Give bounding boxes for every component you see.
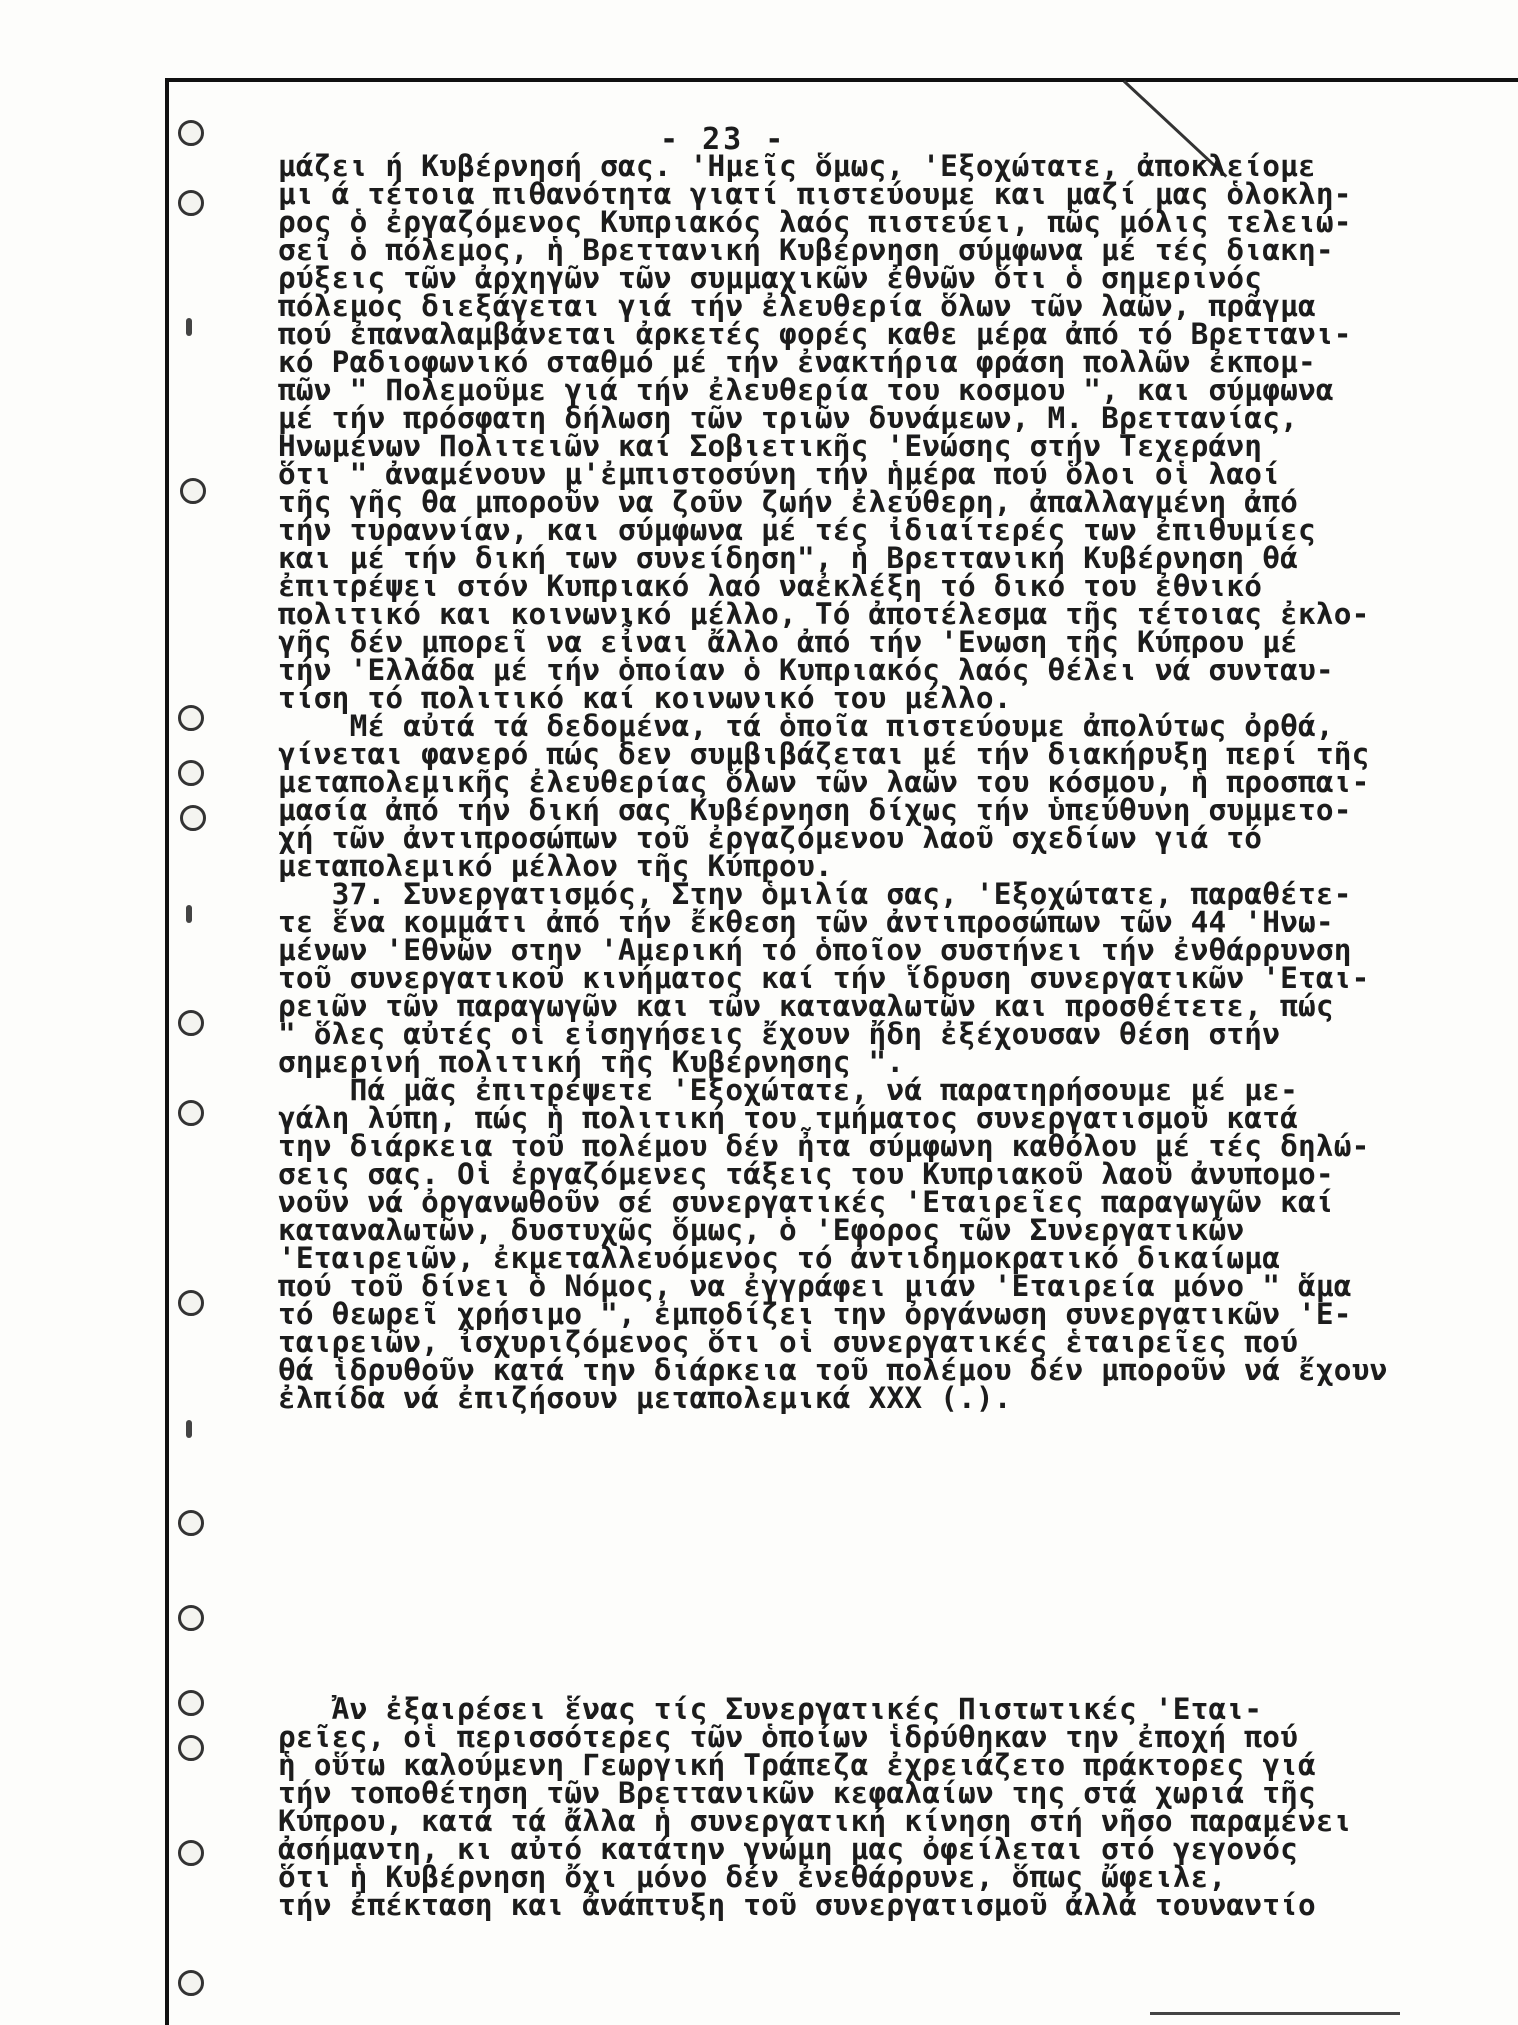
text-line: πού τοῦ δίνει ὁ Νόμος, να ἐγγράφει μιάν 'Εταιρεία μόνο " ἅμα bbox=[278, 1269, 1352, 1303]
text-line: τήν τυραννίαν, και σύμφωνα μέ τές ἰδιαίτερές των ἐπιθυμίες bbox=[278, 513, 1316, 547]
text-line: Ἀν ἐξαιρέσει ἕνας τίς Συνεργατικές Πιστωτικές 'Εται- bbox=[278, 1692, 1263, 1726]
punch-hole-icon bbox=[178, 1510, 204, 1536]
punch-hole-icon bbox=[178, 1100, 204, 1126]
text-line: νοῦν νά ὀργανωθοῦν σέ συνεργατικές 'Εταιρεῖες παραγωγῶν καί bbox=[278, 1185, 1334, 1219]
punch-hole-icon bbox=[178, 120, 204, 146]
text-line: πῶν " Πολεμοῦμε γιά τήν ἐλευθερία του κοσμου ", και σύμφωνα bbox=[278, 373, 1334, 407]
text-line: ὅτι " ἀναμένουν μ'ἐμπιστοσύνη τήν ἡμέρα πού ὅλοι οἱ λαοί bbox=[278, 457, 1281, 491]
punch-hole-icon bbox=[180, 478, 206, 504]
margin-mark bbox=[186, 905, 192, 923]
text-line: σημερινή πολιτική τῆς Κυβέρνησης ". bbox=[278, 1045, 905, 1079]
text-line: καταναλωτῶν, δυστυχῶς ὅμως, ὁ 'Εφορος τῶν Συνεργατικῶν bbox=[278, 1213, 1245, 1247]
text-line: γάλη λύπη, πώς ἡ πολιτική του τμήματος συνεργατισμοῦ κατά bbox=[278, 1101, 1298, 1135]
text-line: τίση τό πολιτικό καί κοινωνικό του μέλλο. bbox=[278, 681, 1012, 715]
text-line: Μέ αὐτά τά δεδομένα, τά ὁποῖα πιστεύουμε ἀπολύτως ὀρθά, bbox=[278, 709, 1334, 743]
punch-hole-icon bbox=[178, 190, 204, 216]
punch-hole-icon bbox=[178, 1290, 204, 1316]
text-line: " ὅλες αὐτές οἱ εἰσηγήσεις ἔχουν ἤδη ἐξέχουσαν θέση στήν bbox=[278, 1017, 1281, 1051]
text-line: ρειῶν τῶν παραγωγῶν και τῶν καταναλωτῶν και προσθέτετε, πώς bbox=[278, 989, 1334, 1023]
punch-hole-icon bbox=[178, 760, 204, 786]
text-line: ἐπιτρέψει στόν Κυπριακό λαό ναἐκλέξη τό δικό του ἐθνικό bbox=[278, 569, 1263, 603]
punch-hole-icon bbox=[178, 1840, 204, 1866]
text-line: μάζει ή Κυβέρνησή σας. 'Ημεῖς ὅμως, 'Εξοχώτατε, ἀποκλείομε bbox=[278, 149, 1316, 183]
text-line: ὅτι ἡ Κυβέρνηση ὄχι μόνο δέν ἐνεθάρρυνε, ὅπως ὤφειλε, bbox=[278, 1860, 1227, 1894]
text-line: τήν 'Ελλάδα μέ τήν ὁποίαν ὁ Κυπριακός λαός θέλει νά συνταυ- bbox=[278, 653, 1334, 687]
margin-mark bbox=[186, 318, 192, 336]
margin-mark bbox=[186, 1420, 192, 1438]
text-line: πολιτικό και κοινωνικό μέλλο, Τό ἀποτέλεσμα τῆς τέτοιας ἐκλο- bbox=[278, 597, 1370, 631]
text-line: μεταπολεμικό μέλλον τῆς Κύπρου. bbox=[278, 849, 833, 883]
text-line: και μέ τήν δική των συνείδηση", ἡ Βρεττανική Κυβέρνηση θά bbox=[278, 541, 1298, 575]
scan-frame-bottom-edge bbox=[1150, 2012, 1400, 2015]
punch-hole-icon bbox=[178, 1970, 204, 1996]
text-line: Κύπρου, κατά τά ἄλλα ἡ συνεργατική κίνηση στή νῆσο παραμένει bbox=[278, 1804, 1352, 1838]
punch-hole-icon bbox=[178, 705, 204, 731]
text-line: γῆς δέν μπορεῖ να εἶναι ἄλλο ἀπό τήν 'Ενωση τῆς Κύπρου μέ bbox=[278, 625, 1298, 659]
text-line: 'Εταιρειῶν, ἐκμεταλλευόμενος τό ἀντιδημοκρατικό δικαίωμα bbox=[278, 1241, 1281, 1275]
text-line: 37. Συνεργατισμός, Στην ὁμιλία σας, 'Εξοχώτατε, παραθέτε- bbox=[278, 877, 1352, 911]
text-line: την διάρκεια τοῦ πολέμου δέν ἦτα σύμφωνη καθόλου μέ τές δηλώ- bbox=[278, 1129, 1370, 1163]
punch-hole-icon bbox=[180, 805, 206, 831]
text-line: τήν τοποθέτηση τῶν Βρεττανικῶν κεφαλαίων της στά χωριά τῆς bbox=[278, 1776, 1316, 1810]
text-line: μασία ἀπό τήν δική σας Κυβέρνηση δίχως τήν ὑπεύθυνη συμμετο- bbox=[278, 793, 1352, 827]
text-line: Πά μᾶς ἐπιτρέψετε 'Εξοχώτατε, νά παρατηρήσουμε μέ με- bbox=[278, 1073, 1298, 1107]
text-line: ἡ οὕτω καλούμενη Γεωργική Τράπεζα ἐχρειάζετο πράκτορες γιά bbox=[278, 1748, 1316, 1782]
text-line: ρεῖες, οἱ περισσότερες τῶν ὁποίων ἱδρύθηκαν την ἐποχή πού bbox=[278, 1720, 1298, 1754]
text-line: τό θεωρεῖ χρήσιμο ", ἐμποδίζει την ὀργάνωση συνεργατικῶν 'Ε- bbox=[278, 1297, 1352, 1331]
text-line: τῆς γῆς θα μποροῦν να ζοῦν ζωήν ἐλεύθερη, ἀπαλλαγμένη ἀπό bbox=[278, 485, 1298, 519]
text-line: ἐλπίδα νά ἐπιζήσουν μεταπολεμικά ΧΧΧ (.). bbox=[278, 1381, 1012, 1415]
text-line: πόλεμος διεξάγεται γιά τήν ἐλευθερία ὅλων τῶν λαῶν, πρᾶγμα bbox=[278, 289, 1316, 323]
text-line: μένων 'Εθνῶν στην 'Αμερική τό ὁποῖον συστήνει τήν ἐνθάρρυνση bbox=[278, 933, 1352, 967]
text-line: σεις σας. Οἱ ἐργαζόμενες τάξεις του Κυπριακοῦ λαοῦ ἀνυπομο- bbox=[278, 1157, 1334, 1191]
text-line: πού ἐπαναλαμβάνεται ἀρκετές φορές καθε μέρα ἀπό τό Βρεττανι- bbox=[278, 317, 1352, 351]
punch-hole-icon bbox=[178, 1010, 204, 1036]
text-line: ἀσήμαντη, κι αὐτό κατάτην γνώμη μας ὀφείλεται στό γεγονός bbox=[278, 1832, 1298, 1866]
text-line: τοῦ συνεργατικοῦ κινήματος καί τήν ἵδρυση συνεργατικῶν 'Εται- bbox=[278, 961, 1370, 995]
text-line: ρύξεις τῶν ἀρχηγῶν τῶν συμμαχικῶν ἐθνῶν ὅτι ὁ σημερινός bbox=[278, 261, 1263, 295]
page-number: - 23 - bbox=[660, 122, 787, 157]
document-body-block-2 bbox=[278, 1692, 1478, 1922]
punch-hole-icon bbox=[178, 1605, 204, 1631]
punch-hole-icon bbox=[178, 1690, 204, 1716]
text-line: μεταπολεμικῆς ἐλευθερίας ὅλων τῶν λαῶν του κόσμου, ἡ προσπαι- bbox=[278, 765, 1370, 799]
text-line: χή τῶν ἀντιπροσώπων τοῦ ἐργαζόμενου λαοῦ σχεδίων γιά τό bbox=[278, 821, 1263, 855]
text-line: Ηνωμένων Πολιτειῶν καί Σοβιετικῆς 'Ενώσης στήν Τεχεράνη bbox=[278, 429, 1263, 463]
text-line: σεῖ ὁ πόλεμος, ἡ Βρεττανική Κυβέρνηση σύμφωνα μέ τές διακη- bbox=[278, 233, 1334, 267]
text-line: γίνεται φανερό πώς δεν συμβιβάζεται μέ τήν διακήρυξη περί τῆς bbox=[278, 737, 1370, 771]
text-line: μέ τήν πρόσφατη δήλωση τῶν τριῶν δυνάμεων, Μ. Βρεττανίας, bbox=[278, 401, 1298, 435]
text-line: τήν ἐπέκταση και ἀνάπτυξη τοῦ συνεργατισμοῦ ἀλλά τουναντίο bbox=[278, 1888, 1316, 1922]
text-line: τε ἕνα κομμάτι ἀπό τήν ἔκθεση τῶν ἀντιπροσώπων τῶν 44 'Ηνω- bbox=[278, 905, 1334, 939]
scan-frame-top-edge bbox=[165, 78, 1518, 82]
text-line: θά ἱδρυθοῦν κατά την διάρκεια τοῦ πολέμου δέν μποροῦν νά ἔχουν bbox=[278, 1353, 1388, 1387]
text-line: μι ά τέτοια πιθανότητα γιατί πιστεύουμε και μαζί μας ὁλοκλη- bbox=[278, 177, 1352, 211]
text-line: κό Ραδιοφωνικό σταθμό μέ τήν ἐνακτήρια φράση πολλῶν ἐκπομ- bbox=[278, 345, 1316, 379]
scan-frame-left-edge bbox=[165, 78, 169, 2025]
text-line: ρος ὁ ἐργαζόμενος Κυπριακός λαός πιστεύει, πῶς μόλις τελειώ- bbox=[278, 205, 1352, 239]
punch-hole-icon bbox=[178, 1735, 204, 1761]
text-line: ταιρειῶν, ἰσχυριζόμενος ὅτι οἱ συνεργατικές ἑταιρεῖες πού bbox=[278, 1325, 1298, 1359]
document-body-block-1 bbox=[278, 149, 1478, 1415]
